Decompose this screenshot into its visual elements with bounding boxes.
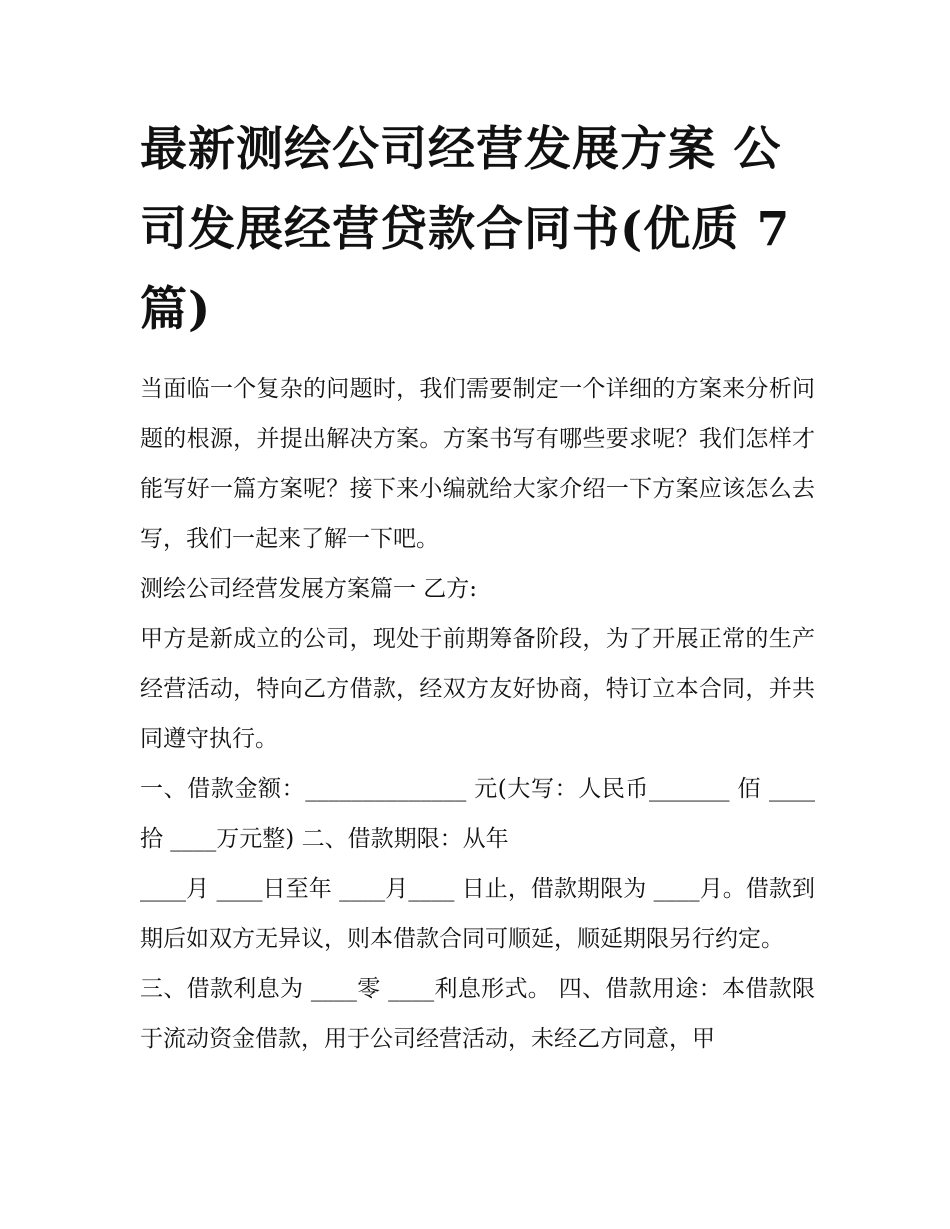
loan-term-clause: ____月 ____日至年 ____月____ 日止，借款期限为 ____月。借款到期后如双方无异议，则本借款合同可顺延，顺延期限另行约定。	[140, 876, 815, 952]
loan-interest-clause: 三、借款利息为 ____零 ____利息形式。 四、借款用途：本借款限于流动资金借款，用于公司经营活动，未经乙方同意，甲	[140, 976, 815, 1052]
loan-amount-clause: 一、借款金额：______________ 元(大写：人民币_______ 佰 ____ 拾 ____万元整) 二、借款期限：从年	[140, 776, 815, 852]
document-page	[140, 110, 815, 1064]
document-title: 最新测绘公司经营发展方案 公司发展经营贷款合同书(优质 7 篇)	[140, 122, 791, 337]
section-heading: 测绘公司经营发展方案篇一 乙方:	[140, 576, 478, 602]
intro-paragraph: 当面临一个复杂的问题时，我们需要制定一个详细的方案来分析问题的根源，并提出解决方案。方案书写有哪些要求呢？我们怎样才能写好一篇方案呢？接下来小编就给大家介绍一下方案应该怎么去写，我们一起来了解一下吧。	[140, 376, 815, 552]
body-paragraph: 甲方是新成立的公司，现处于前期筹备阶段，为了开展正常的生产经营活动，特向乙方借款，经双方友好协商，特订立本合同，并共同遵守执行。	[140, 626, 815, 752]
